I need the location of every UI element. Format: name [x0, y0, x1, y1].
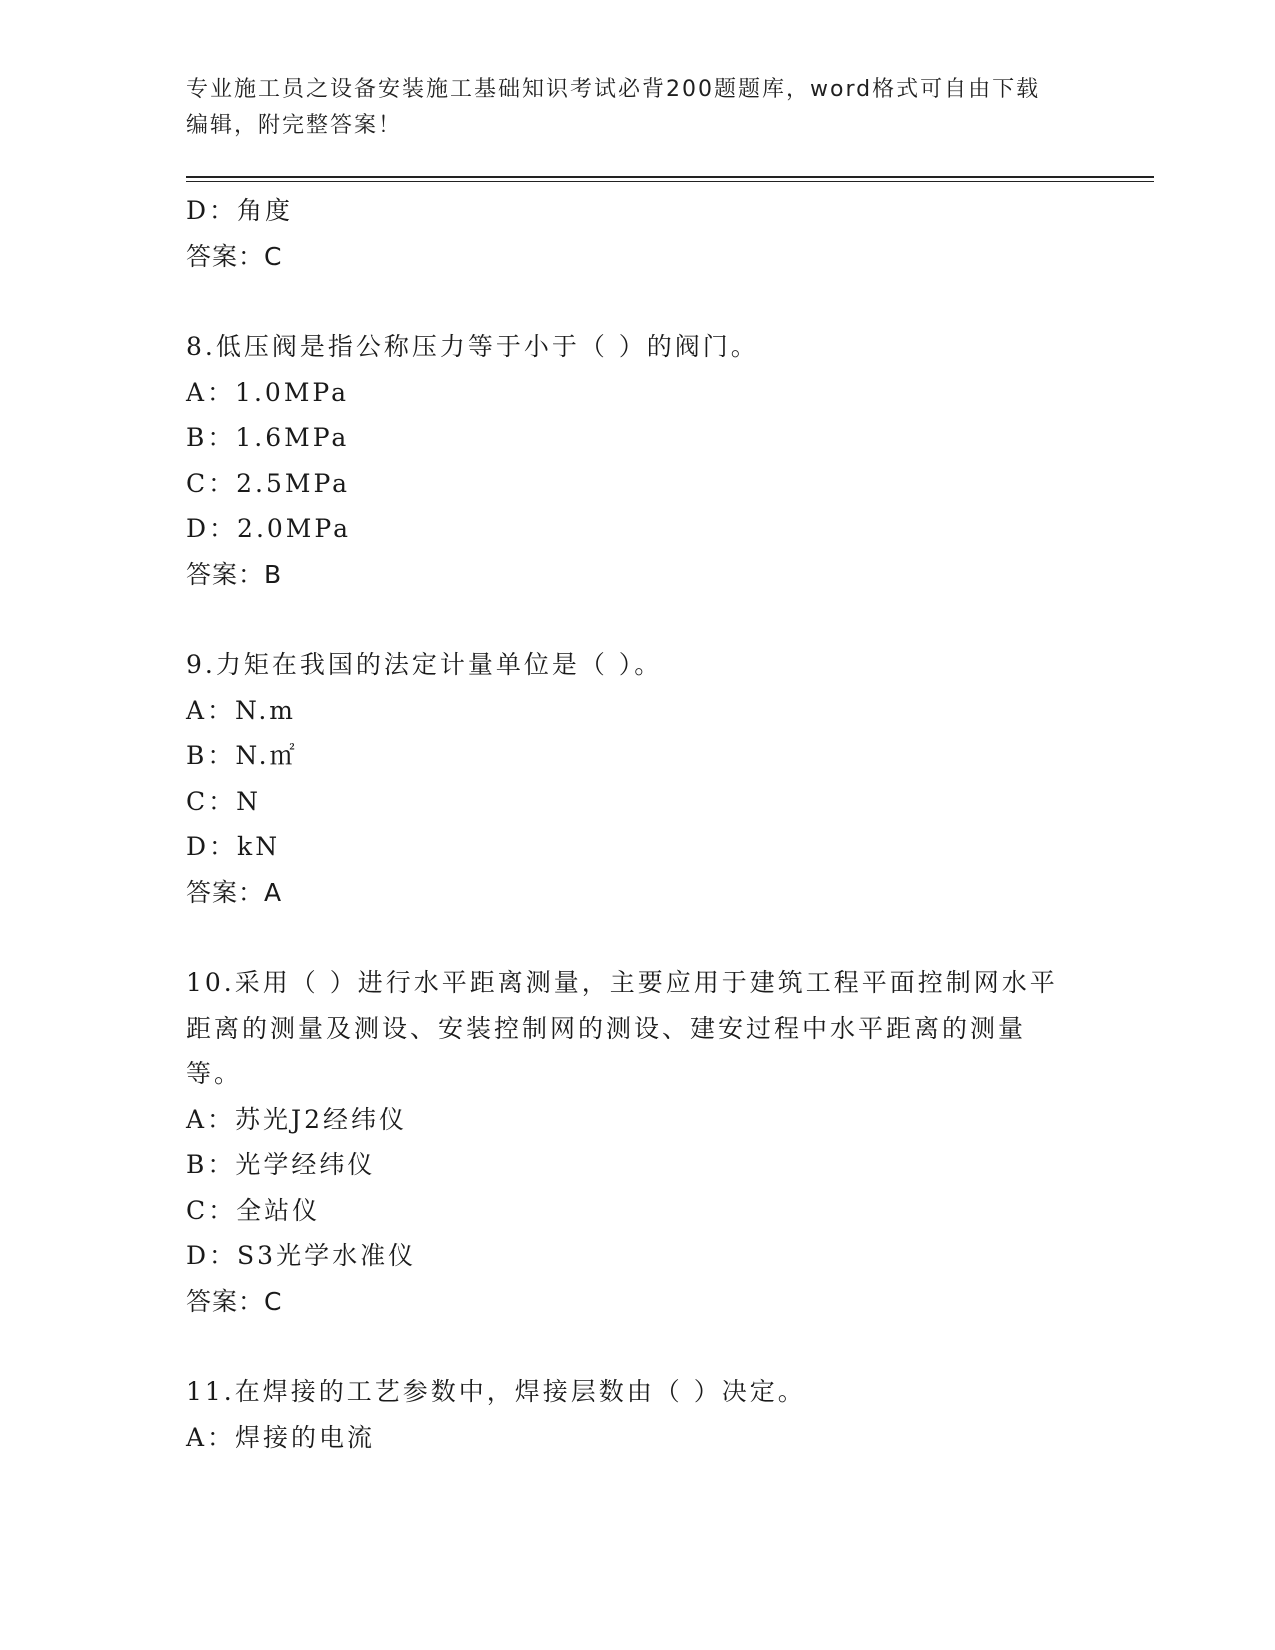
option-b: B：N.㎡ [186, 741, 298, 770]
option-c: C：N [186, 786, 262, 816]
option-a: A：焊接的电流 [186, 1422, 376, 1452]
question-spacer [186, 279, 1066, 324]
question-spacer [186, 597, 1066, 642]
header-title-line2: 编辑，附完整答案！ [186, 113, 403, 138]
option-a: A：苏光J2经纬仪 [186, 1104, 407, 1134]
option-b: B：光学经纬仪 [186, 1150, 376, 1179]
header-title-line1: 专业施工员之设备安装施工基础知识考试必背200题题库，word格式可自由下载 [186, 77, 1041, 102]
option-d: D：kN [186, 832, 281, 861]
question-block-10 [186, 960, 1066, 1324]
question-spacer [186, 1324, 1066, 1369]
question-block-11 [186, 1369, 1066, 1460]
question-stem: 10.采用（ ）进行水平距离测量，主要应用于建筑工程平面控制网水平距离的测量及测设、安装控制网的测设、建安过程中水平距离的测量等。 [186, 968, 1058, 1088]
document-header [186, 72, 1066, 144]
option-c: C：全站仪 [186, 1195, 321, 1225]
answer-line: 答案：C [186, 1286, 283, 1316]
header-divider-thin [186, 181, 1154, 182]
question-stem: 11.在焊接的工艺参数中，焊接层数由（ ）决定。 [186, 1377, 806, 1406]
option-a: A：1.0MPa [186, 377, 350, 407]
question-list [186, 188, 1066, 1460]
answer-line: 答案：C [186, 241, 283, 271]
option-d: D：2.0MPa [186, 514, 352, 543]
option-b: B：1.6MPa [186, 423, 350, 452]
option-d: D：S3光学水准仪 [186, 1241, 417, 1270]
option-d: D：角度 [186, 196, 294, 225]
question-block-8 [186, 324, 1066, 597]
question-block-9 [186, 642, 1066, 915]
question-spacer [186, 915, 1066, 960]
option-c: C：2.5MPa [186, 468, 351, 498]
header-divider-thick [186, 176, 1154, 178]
question-stem: 8.低压阀是指公称压力等于小于（ ）的阀门。 [186, 332, 759, 361]
answer-line: 答案：A [186, 877, 283, 907]
question-block-prev [186, 188, 1066, 279]
question-stem: 9.力矩在我国的法定计量单位是（ ）。 [186, 650, 663, 679]
option-a: A：N.m [186, 695, 296, 725]
answer-line: 答案：B [186, 559, 283, 589]
